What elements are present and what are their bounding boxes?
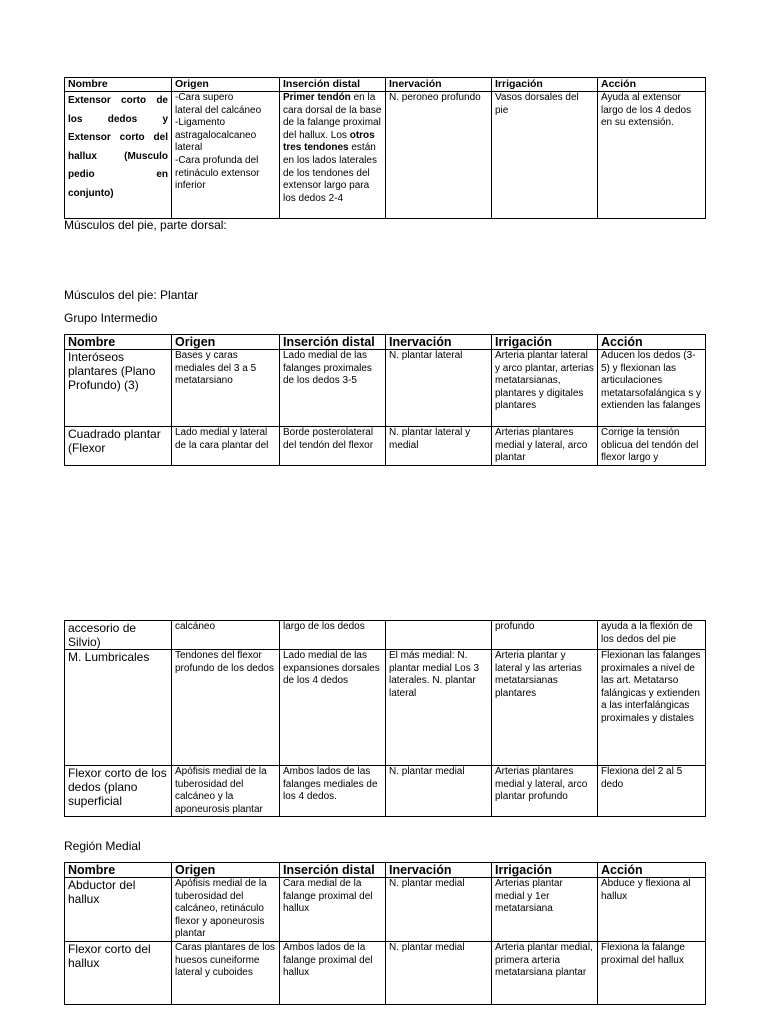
cell-inervacion: N. plantar lateral — [386, 350, 492, 427]
table-row — [65, 878, 706, 942]
cell-insercion: Lado medial de las falanges proximales de los dedos 3-5 — [280, 350, 386, 427]
cell-irrigacion: Arterias plantares medial y lateral, arco plantar profundo — [492, 766, 598, 817]
cell-inervacion: El más medial: N. plantar medial Los 3 laterales. N. plantar lateral — [386, 650, 492, 766]
cell-origen: calcáneo — [172, 621, 280, 650]
cell-irrigacion: Arteria plantar lateral y arco plantar, arterias metatarsianas, plantares y digitales plantares — [492, 350, 598, 427]
cell-accion: Corrige la tensión oblicua del tendón del flexor largo y — [598, 427, 706, 466]
cell-origen: Tendones del flexor profundo de los dedos — [172, 650, 280, 766]
cell-origen: Apófisis medial de la tuberosidad del calcáneo y la aponeurosis plantar — [172, 766, 280, 817]
origen-line: astragalocalcaneo — [175, 129, 257, 141]
cell-insercion: Ambos lados de las falanges mediales de los 4 dedos. — [280, 766, 386, 817]
insercion-bold: Primer tendón — [283, 92, 351, 103]
header-accion: Acción — [598, 863, 706, 878]
cell-inervacion — [386, 621, 492, 650]
header-inervacion: Inervación — [386, 863, 492, 878]
header-irrigacion: Irrigación — [492, 78, 598, 92]
origen-line: -Cara profunda del — [175, 154, 259, 166]
header-insercion: Inserción distal — [280, 863, 386, 878]
cell-origen — [172, 92, 280, 219]
origen-line: lateral del calcáneo — [175, 104, 262, 116]
header-inervacion: Inervación — [386, 335, 492, 350]
cell-origen: Bases y caras mediales del 3 a 5 metatarsiano — [172, 350, 280, 427]
cell-nombre: M. Lumbricales — [65, 650, 172, 766]
cell-irrigacion: Arteria plantar medial, primera arteria metatarsiana plantar — [492, 941, 598, 1004]
table-header-row — [65, 335, 706, 350]
cell-accion: Abduce y flexiona al hallux — [598, 878, 706, 942]
table-row — [65, 427, 706, 466]
header-accion: Acción — [598, 335, 706, 350]
cell-accion: Flexionan las falanges proximales a nivel de las art. Metatarso falángicas y extienden a las interfalángicas proximales y distales — [598, 650, 706, 766]
cell-insercion — [280, 92, 386, 219]
header-origen: Origen — [172, 863, 280, 878]
insercion-text: están en los lados laterales de los tendones del extensor largo para los dedos 2-4 — [283, 142, 377, 204]
table-row — [65, 941, 706, 1004]
cell-accion: Flexiona del 2 al 5 dedo — [598, 766, 706, 817]
table-region-medial — [64, 862, 706, 1005]
cell-nombre — [65, 92, 172, 219]
cell-inervacion: N. peroneo profundo — [386, 92, 492, 219]
header-nombre: Nombre — [65, 335, 172, 350]
caption-dorsal: Músculos del pie, parte dorsal: — [64, 218, 227, 232]
cell-origen: Lado medial y lateral de la cara plantar del — [172, 427, 280, 466]
name-line: conjunto) — [68, 187, 114, 199]
name-line: pedio en — [68, 169, 168, 181]
cell-insercion: largo de los dedos — [280, 621, 386, 650]
insercion-bold: otros tres tendones — [283, 129, 375, 154]
header-accion: Acción — [598, 78, 706, 92]
cell-irrigacion: profundo — [492, 621, 598, 650]
origen-line: lateral — [175, 142, 203, 154]
cell-accion: Aducen los dedos (3-5) y flexionan las articulaciones metatarsofalángica s y extienden las falanges — [598, 350, 706, 427]
cell-nombre: Flexor corto de los dedos (plano superficial — [65, 766, 172, 817]
cell-insercion: Ambos lados de la falange proximal del hallux — [280, 941, 386, 1004]
cell-inervacion: N. plantar medial — [386, 941, 492, 1004]
name-line: Extensor corto del — [68, 132, 168, 144]
cell-nombre: Cuadrado plantar (Flexor — [65, 427, 172, 466]
header-insercion: Inserción distal — [280, 78, 386, 92]
cell-inervacion: N. plantar medial — [386, 878, 492, 942]
cell-nombre: Flexor corto del hallux — [65, 941, 172, 1004]
cell-nombre: Interóseos plantares (Plano Profundo) (3) — [65, 350, 172, 427]
cell-insercion: Cara medial de la falange proximal del hallux — [280, 878, 386, 942]
table-header-row — [65, 863, 706, 878]
table-row — [65, 350, 706, 427]
caption-plantar: Músculos del pie: Plantar — [64, 288, 199, 302]
table-header-row — [65, 78, 706, 92]
cell-irrigacion: Vasos dorsales del pie — [492, 92, 598, 219]
origen-line: -Ligamento — [175, 117, 226, 129]
cell-nombre: accesorio de Silvio) — [65, 621, 172, 650]
insercion-text: en la cara dorsal de la base de la falange proximal del hallux. Los — [283, 92, 382, 141]
cell-insercion: Borde posterolateral del tendón del flexor — [280, 427, 386, 466]
table-row — [65, 92, 706, 219]
cell-origen: Caras plantares de los huesos cuneiforme lateral y cuboides — [172, 941, 280, 1004]
header-insercion: Inserción distal — [280, 335, 386, 350]
name-line: los dedos y — [68, 113, 168, 125]
cell-inervacion: N. plantar lateral y medial — [386, 427, 492, 466]
header-irrigacion: Irrigación — [492, 863, 598, 878]
cell-irrigacion: Arteria plantar y lateral y las arterias metatarsianas plantares — [492, 650, 598, 766]
header-nombre: Nombre — [65, 863, 172, 878]
origen-line: retináculo extensor — [175, 167, 260, 179]
header-origen: Origen — [172, 78, 280, 92]
name-line: Extensor corto de — [68, 95, 168, 106]
name-line: hallux (Musculo — [68, 150, 168, 162]
cell-accion: Flexiona la falange proximal del hallux — [598, 941, 706, 1004]
header-origen: Origen — [172, 335, 280, 350]
header-inervacion: Inervación — [386, 78, 492, 92]
header-irrigacion: Irrigación — [492, 335, 598, 350]
table-row — [65, 621, 706, 650]
header-nombre: Nombre — [65, 78, 172, 92]
caption-intermedio: Grupo Intermedio — [64, 311, 158, 325]
cell-origen: Apófisis medial de la tuberosidad del calcáneo, retináculo flexor y aponeurosis plantar — [172, 878, 280, 942]
table-row — [65, 766, 706, 817]
table-plantar-intermedio-continued — [64, 620, 706, 817]
cell-irrigacion: Arterias plantar medial y 1er metatarsiana — [492, 878, 598, 942]
cell-inervacion: N. plantar medial — [386, 766, 492, 817]
caption-medial: Región Medial — [64, 839, 141, 853]
table-plantar-intermedio — [64, 334, 706, 466]
table-row — [65, 650, 706, 766]
origen-line: inferior — [175, 180, 206, 192]
cell-accion: Ayuda al extensor largo de los 4 dedos en su extensión. — [598, 92, 706, 219]
origen-line: -Cara supero — [175, 92, 234, 103]
cell-accion: ayuda a la flexión de los dedos del pie — [598, 621, 706, 650]
table-dorsal-muscles — [64, 77, 706, 219]
cell-irrigacion: Arterias plantares medial y lateral, arco plantar — [492, 427, 598, 466]
cell-nombre: Abductor del hallux — [65, 878, 172, 942]
cell-insercion: Lado medial de las expansiones dorsales de los 4 dedos — [280, 650, 386, 766]
